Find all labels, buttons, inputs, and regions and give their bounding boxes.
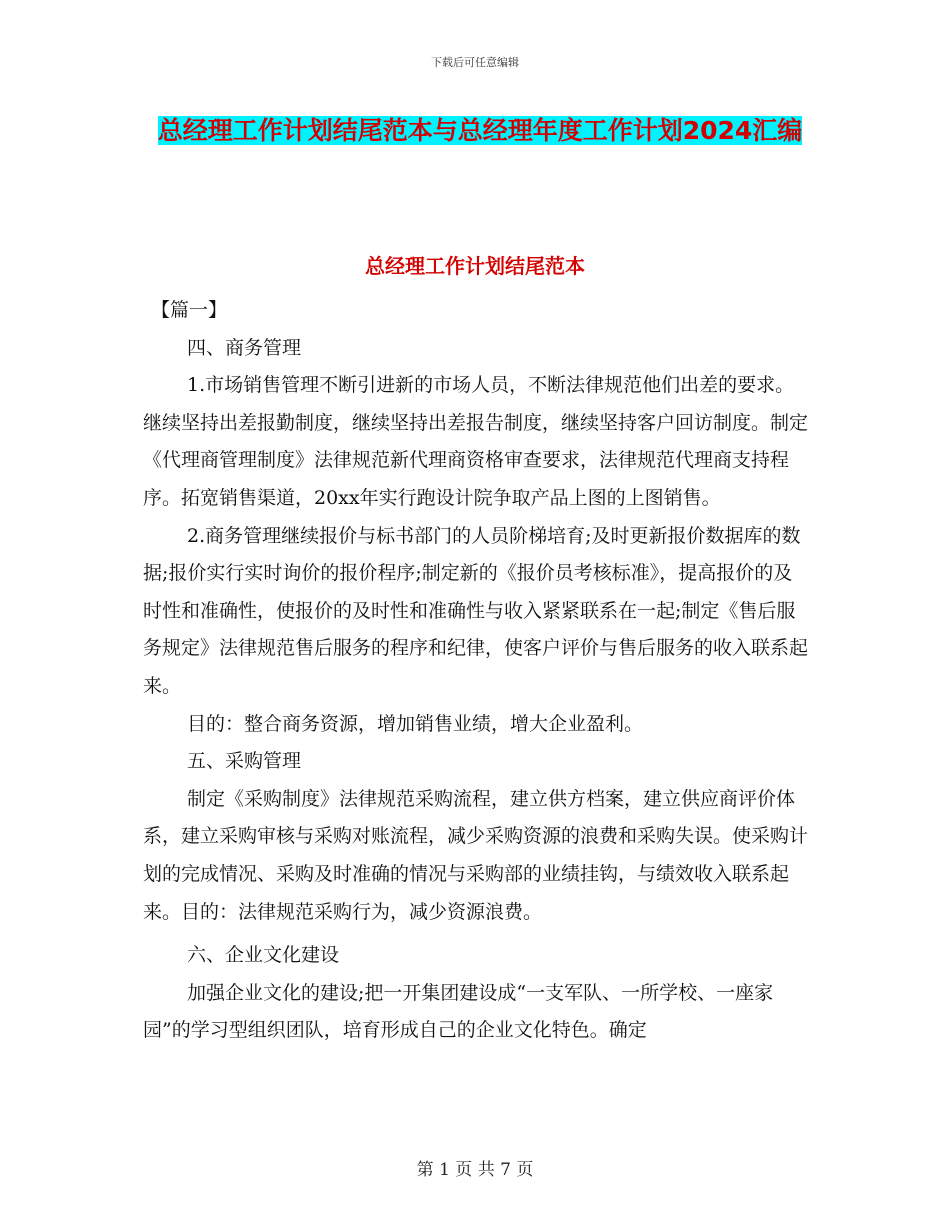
page-header-note: 下载后可任意编辑	[431, 56, 519, 69]
section-heading-procurement: 五、采购管理	[187, 750, 302, 773]
paragraph-business-goal: 目的：整合商务资源，增加销售业绩，增大企业盈利。	[187, 712, 644, 735]
paragraph-business-management: 2.商务管理继续报价与标书部门的人员阶梯培育;及时更新报价数据库的数据;报价实行实时询价的报价程序;制定新的《报价员考核标准》，提高报价的及时性和准确性，使报价的及时性和准确性与收入紧紧联系在一起;制定《售后服务规定》法律规范售后服务的程序和纪律，使客户评价与售后服务的收入联系起来。	[143, 524, 809, 697]
section-subtitle: 总经理工作计划结尾范本	[365, 254, 585, 278]
section-heading-culture: 六、企业文化建设	[187, 944, 340, 967]
section-heading-business: 四、商务管理	[187, 336, 302, 359]
page-number: 第 1 页 共 7 页	[416, 1160, 534, 1180]
document-body	[143, 292, 811, 1050]
document-title-text: 总经理工作计划结尾范本与总经理年度工作计划2024汇编	[157, 116, 803, 145]
part-label: 【篇一】	[151, 299, 228, 321]
document-title	[140, 108, 820, 154]
paragraph-sales-management: 1.市场销售管理不断引进新的市场人员，不断法律规范他们出差的要求。继续坚持出差报勤制度，继续坚持出差报告制度，继续坚持客户回访制度。制定《代理商管理制度》法律规范新代理商资格审查要求，法律规范代理商支持程序。拓宽销售渠道，20xx年实行跑设计院争取产品上图的上图销售。	[143, 374, 809, 509]
paragraph-culture: 加强企业文化的建设;把一开集团建设成“一支军队、一所学校、一座家园”的学习型组织团队，培育形成自己的企业文化特色。确定	[143, 981, 774, 1042]
paragraph-procurement: 制定《采购制度》法律规范采购流程，建立供方档案，建立供应商评价体系，建立采购审核与采购对账流程，减少采购资源的浪费和采购失误。使采购计划的完成情况、采购及时准确的情况与采购部的业绩挂钩，与绩效收入联系起来。目的：法律规范采购行为，减少资源浪费。	[143, 787, 809, 923]
